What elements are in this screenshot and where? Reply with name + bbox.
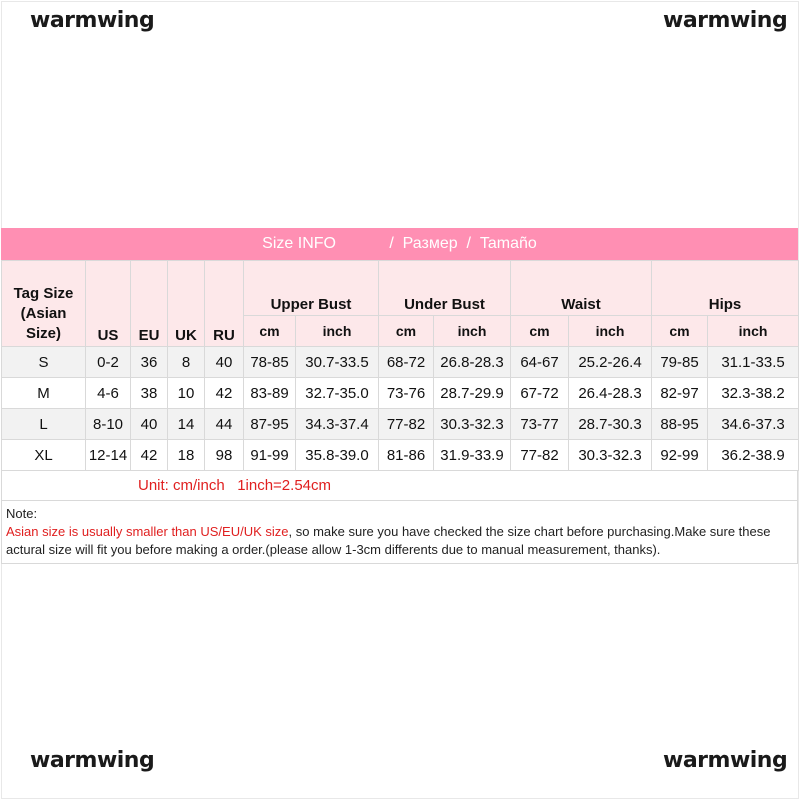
cell-under-inch: 31.9-33.9 <box>434 440 511 471</box>
note-body <box>6 523 793 559</box>
watermark-top-left: warmwing <box>30 8 155 33</box>
cell-eu: 42 <box>131 440 168 471</box>
cell-tag: M <box>2 378 86 409</box>
cell-us: 0-2 <box>86 347 131 378</box>
cell-uk: 18 <box>168 440 205 471</box>
cell-eu: 38 <box>131 378 168 409</box>
cell-upper-cm: 91-99 <box>244 440 296 471</box>
cell-waist-inch: 28.7-30.3 <box>569 409 652 440</box>
watermark-bottom-right: warmwing <box>663 748 788 773</box>
cell-under-cm: 77-82 <box>379 409 434 440</box>
note-box <box>1 501 798 564</box>
header-upper-inch: inch <box>296 316 379 347</box>
cell-under-cm: 68-72 <box>379 347 434 378</box>
cell-us: 4-6 <box>86 378 131 409</box>
table-row <box>2 409 799 440</box>
banner-sep-2: / <box>466 235 471 252</box>
note-label: Note: <box>6 506 38 521</box>
cell-under-inch: 28.7-29.9 <box>434 378 511 409</box>
banner-title: Size INFO <box>262 235 336 252</box>
cell-upper-cm: 87-95 <box>244 409 296 440</box>
header-hips: Hips <box>652 261 799 316</box>
cell-us: 12-14 <box>86 440 131 471</box>
cell-hips-inch: 36.2-38.9 <box>708 440 799 471</box>
header-waist: Waist <box>511 261 652 316</box>
cell-tag: XL <box>2 440 86 471</box>
cell-under-cm: 73-76 <box>379 378 434 409</box>
unit-text: Unit: cm/inch 1inch=2.54cm <box>138 477 332 494</box>
cell-under-inch: 26.8-28.3 <box>434 347 511 378</box>
header-ru: RU <box>205 261 244 347</box>
cell-hips-cm: 79-85 <box>652 347 708 378</box>
cell-hips-inch: 32.3-38.2 <box>708 378 799 409</box>
unit-line <box>1 471 798 501</box>
cell-us: 8-10 <box>86 409 131 440</box>
cell-waist-cm: 77-82 <box>511 440 569 471</box>
size-info-banner <box>1 228 798 260</box>
cell-uk: 8 <box>168 347 205 378</box>
header-us: US <box>86 261 131 347</box>
cell-upper-inch: 32.7-35.0 <box>296 378 379 409</box>
watermark-bottom-left: warmwing <box>30 748 155 773</box>
cell-hips-cm: 92-99 <box>652 440 708 471</box>
cell-ru: 98 <box>205 440 244 471</box>
note-rest: , so make sure you have checked the size chart before purchasing.Make sure these actural size will fit you before making a order.(please allow 1-3cm differents due to manual measurement, thanks). <box>6 524 771 557</box>
table-row <box>2 378 799 409</box>
cell-hips-inch: 31.1-33.5 <box>708 347 799 378</box>
cell-eu: 40 <box>131 409 168 440</box>
header-upper-bust: Upper Bust <box>244 261 379 316</box>
banner-spanish: Tamaño <box>479 235 537 252</box>
header-under-bust: Under Bust <box>379 261 511 316</box>
banner-russian: Размер <box>402 235 458 252</box>
cell-tag: L <box>2 409 86 440</box>
cell-waist-cm: 67-72 <box>511 378 569 409</box>
cell-hips-inch: 34.6-37.3 <box>708 409 799 440</box>
cell-ru: 42 <box>205 378 244 409</box>
header-upper-cm: cm <box>244 316 296 347</box>
cell-under-inch: 30.3-32.3 <box>434 409 511 440</box>
size-table <box>1 260 799 471</box>
header-under-inch: inch <box>434 316 511 347</box>
header-waist-inch: inch <box>569 316 652 347</box>
header-eu: EU <box>131 261 168 347</box>
cell-waist-cm: 64-67 <box>511 347 569 378</box>
cell-waist-inch: 30.3-32.3 <box>569 440 652 471</box>
cell-hips-cm: 82-97 <box>652 378 708 409</box>
cell-waist-inch: 26.4-28.3 <box>569 378 652 409</box>
banner-sep-1: / <box>389 235 394 252</box>
cell-upper-inch: 35.8-39.0 <box>296 440 379 471</box>
header-hips-inch: inch <box>708 316 799 347</box>
cell-waist-inch: 25.2-26.4 <box>569 347 652 378</box>
table-row <box>2 440 799 471</box>
cell-ru: 44 <box>205 409 244 440</box>
cell-hips-cm: 88-95 <box>652 409 708 440</box>
header-tag-size: Tag Size (Asian Size) <box>2 261 86 347</box>
cell-uk: 14 <box>168 409 205 440</box>
size-chart <box>1 228 798 564</box>
watermark-top-right: warmwing <box>663 8 788 33</box>
cell-eu: 36 <box>131 347 168 378</box>
cell-tag: S <box>2 347 86 378</box>
cell-uk: 10 <box>168 378 205 409</box>
header-uk: UK <box>168 261 205 347</box>
table-row <box>2 347 799 378</box>
cell-upper-cm: 78-85 <box>244 347 296 378</box>
cell-waist-cm: 73-77 <box>511 409 569 440</box>
header-under-cm: cm <box>379 316 434 347</box>
cell-under-cm: 81-86 <box>379 440 434 471</box>
cell-upper-inch: 30.7-33.5 <box>296 347 379 378</box>
header-hips-cm: cm <box>652 316 708 347</box>
cell-upper-inch: 34.3-37.4 <box>296 409 379 440</box>
note-warning: Asian size is usually smaller than US/EU/UK size <box>6 524 289 539</box>
cell-ru: 40 <box>205 347 244 378</box>
header-waist-cm: cm <box>511 316 569 347</box>
cell-upper-cm: 83-89 <box>244 378 296 409</box>
